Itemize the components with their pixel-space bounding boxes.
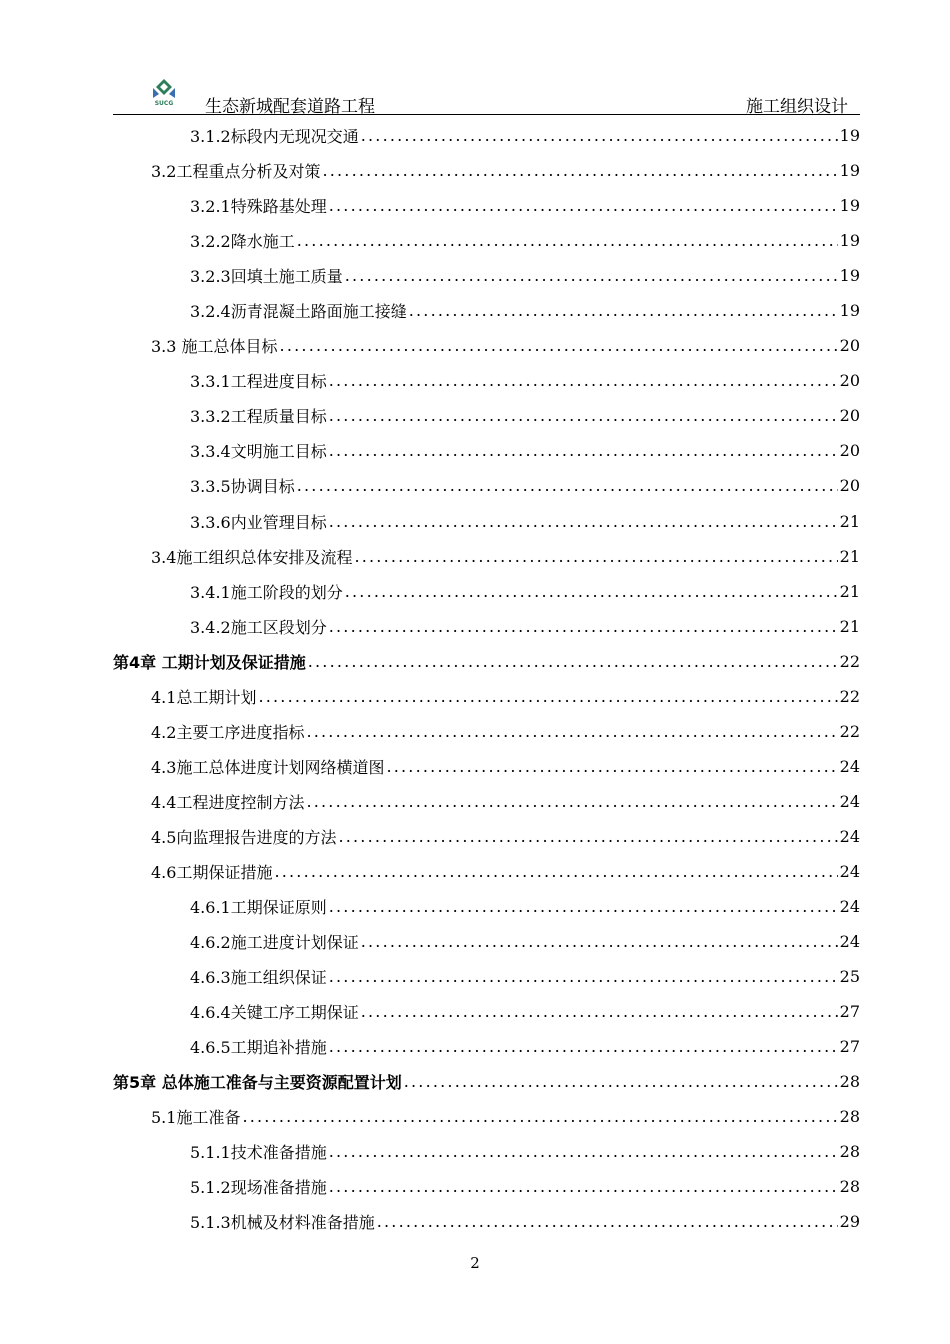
toc-page-number: 19 bbox=[839, 266, 860, 286]
toc-entry[interactable] bbox=[113, 1204, 860, 1239]
toc-entry[interactable] bbox=[113, 574, 860, 609]
toc-page-number: 24 bbox=[839, 791, 860, 811]
toc-entry[interactable] bbox=[113, 433, 860, 468]
toc-entry[interactable] bbox=[113, 1169, 860, 1204]
toc-dot-leader bbox=[304, 792, 837, 811]
toc-entry[interactable] bbox=[113, 784, 860, 819]
toc-entry-title: 4.6.3施工组织保证 bbox=[190, 968, 327, 988]
toc-entry[interactable] bbox=[113, 714, 860, 749]
toc-page-number: 25 bbox=[839, 967, 860, 987]
toc-entry-title: 3.2工程重点分析及对策 bbox=[151, 162, 321, 182]
toc-entry-title: 3.2.2降水施工 bbox=[190, 232, 295, 252]
toc-entry-title: 3.3.4文明施工目标 bbox=[190, 442, 327, 462]
toc-entry-title: 3.3 施工总体目标 bbox=[151, 337, 278, 357]
toc-entry-title: 4.5向监理报告进度的方法 bbox=[151, 827, 337, 847]
toc-entry-title: 3.4.2施工区段划分 bbox=[190, 617, 327, 637]
toc-entry-title: 5.1施工准备 bbox=[151, 1108, 241, 1128]
toc-entry-title: 3.1.2标段内无现况交通 bbox=[190, 127, 359, 147]
toc-entry[interactable] bbox=[113, 398, 860, 433]
toc-entry[interactable] bbox=[113, 223, 860, 258]
toc-entry[interactable] bbox=[113, 539, 860, 574]
toc-entry-title: 4.6工期保证措施 bbox=[151, 863, 273, 882]
toc-page-number: 19 bbox=[839, 126, 860, 146]
toc-page-number: 28 bbox=[839, 1107, 860, 1127]
toc-entry[interactable] bbox=[113, 1134, 860, 1169]
toc-page-number: 21 bbox=[839, 581, 860, 601]
toc-entry[interactable] bbox=[113, 889, 860, 924]
toc-entry-title: 4.6.1工期保证原则 bbox=[190, 898, 327, 918]
company-logo bbox=[149, 78, 179, 110]
toc-dot-leader bbox=[343, 582, 838, 601]
toc-dot-leader bbox=[359, 126, 838, 145]
toc-entry-title: 3.3.2工程质量目标 bbox=[190, 407, 327, 427]
toc-dot-leader bbox=[375, 1212, 838, 1231]
toc-entry[interactable] bbox=[113, 468, 860, 503]
toc-entry-title: 4.6.5工期追补措施 bbox=[190, 1038, 327, 1058]
toc-entry[interactable] bbox=[113, 854, 860, 889]
toc-page-number: 19 bbox=[839, 196, 860, 216]
toc-entry-title: 5.1.1技术准备措施 bbox=[190, 1143, 327, 1163]
toc-dot-leader bbox=[278, 336, 838, 355]
toc-dot-leader bbox=[327, 512, 838, 531]
toc-entry-title: 4.3施工总体进度计划网络横道图 bbox=[151, 757, 385, 777]
toc-entry[interactable] bbox=[113, 924, 860, 959]
toc-entry[interactable] bbox=[113, 363, 860, 398]
toc-dot-leader bbox=[359, 932, 838, 951]
toc-page-number: 28 bbox=[839, 1177, 860, 1197]
toc-entry-title: 4.1总工期计划 bbox=[151, 687, 257, 707]
toc-page-number: 19 bbox=[839, 231, 860, 251]
toc-entry[interactable] bbox=[113, 118, 860, 153]
page-header bbox=[113, 78, 860, 115]
toc-entry[interactable] bbox=[113, 328, 860, 363]
toc-page-number: 21 bbox=[839, 511, 860, 531]
toc-page-number: 19 bbox=[839, 161, 860, 181]
toc-entry-title: 3.2.3回填土施工质量 bbox=[190, 267, 343, 287]
toc-dot-leader bbox=[327, 1142, 838, 1161]
toc-dot-leader bbox=[327, 441, 838, 460]
toc-page-number: 21 bbox=[839, 616, 860, 636]
toc-entry-title: 5.1.3机械及材料准备措施 bbox=[190, 1213, 375, 1233]
toc-dot-leader bbox=[327, 617, 838, 636]
toc-dot-leader bbox=[256, 687, 837, 706]
toc-entry[interactable] bbox=[113, 749, 860, 784]
toc-dot-leader bbox=[327, 967, 838, 986]
toc-page-number: 24 bbox=[839, 756, 860, 776]
toc-entry-title: 3.2.4沥青混凝土路面施工接缝 bbox=[190, 302, 407, 322]
toc-page-number: 22 bbox=[839, 686, 860, 706]
toc-entry-title: 3.3.1工程进度目标 bbox=[190, 372, 327, 392]
toc-entry-title: 第4章 工期计划及保证措施 bbox=[113, 652, 306, 672]
toc-dot-leader bbox=[359, 1002, 838, 1021]
toc-dot-leader bbox=[240, 1107, 837, 1126]
toc-entry-title: 4.6.4关键工序工期保证 bbox=[190, 1003, 359, 1023]
toc-page-number: 19 bbox=[839, 301, 860, 321]
table-of-contents bbox=[113, 118, 860, 1240]
toc-page-number: 22 bbox=[839, 721, 860, 741]
toc-entry-title: 第5章 总体施工准备与主要资源配置计划 bbox=[113, 1073, 402, 1093]
toc-entry-title: 3.4.1施工阶段的划分 bbox=[190, 582, 343, 602]
toc-dot-leader bbox=[272, 862, 837, 881]
toc-dot-leader bbox=[295, 476, 838, 495]
toc-entry[interactable] bbox=[113, 1099, 860, 1134]
toc-page-number: 28 bbox=[839, 1142, 860, 1162]
toc-page-number: 20 bbox=[839, 336, 860, 356]
toc-dot-leader bbox=[320, 161, 837, 180]
toc-dot-leader bbox=[336, 827, 837, 846]
toc-entry[interactable] bbox=[113, 609, 860, 644]
toc-dot-leader bbox=[327, 196, 838, 215]
toc-entry[interactable] bbox=[113, 188, 860, 223]
toc-entry-title: 3.3.6内业管理目标 bbox=[190, 512, 327, 532]
toc-page-number: 28 bbox=[839, 1072, 860, 1092]
toc-entry-title: 4.6.2施工进度计划保证 bbox=[190, 933, 359, 953]
toc-chapter-entry[interactable] bbox=[113, 644, 860, 679]
toc-page-number: 20 bbox=[839, 371, 860, 391]
toc-dot-leader bbox=[384, 757, 837, 776]
toc-page-number: 20 bbox=[839, 406, 860, 426]
toc-entry[interactable] bbox=[113, 959, 860, 994]
toc-entry[interactable] bbox=[113, 153, 860, 188]
toc-page-number: 21 bbox=[839, 546, 860, 566]
page-number: 2 bbox=[470, 1254, 480, 1272]
logo-text: SUCG bbox=[154, 100, 174, 107]
toc-chapter-entry[interactable] bbox=[113, 1064, 860, 1099]
toc-entry-title: 3.4施工组织总体安排及流程 bbox=[151, 547, 353, 567]
toc-entry-title: 3.3.5协调目标 bbox=[190, 477, 295, 497]
toc-dot-leader bbox=[304, 722, 837, 741]
toc-dot-leader bbox=[327, 371, 838, 390]
toc-dot-leader bbox=[327, 897, 838, 916]
toc-dot-leader bbox=[327, 1177, 838, 1196]
toc-entry[interactable] bbox=[113, 994, 860, 1029]
toc-page-number: 27 bbox=[839, 1037, 860, 1057]
document-type: 施工组织设计 bbox=[746, 97, 848, 117]
toc-dot-leader bbox=[295, 231, 838, 250]
toc-dot-leader bbox=[306, 652, 838, 671]
toc-entry[interactable] bbox=[113, 504, 860, 539]
toc-entry[interactable] bbox=[113, 1029, 860, 1064]
logo-mark-icon bbox=[149, 78, 179, 100]
toc-entry-title: 4.4工程进度控制方法 bbox=[151, 792, 305, 812]
toc-entry[interactable] bbox=[113, 258, 860, 293]
toc-page-number: 27 bbox=[839, 1002, 860, 1022]
toc-dot-leader bbox=[343, 266, 838, 285]
toc-page-number: 24 bbox=[839, 862, 860, 881]
toc-entry-title: 3.2.1特殊路基处理 bbox=[190, 197, 327, 217]
toc-dot-leader bbox=[352, 547, 837, 566]
toc-entry[interactable] bbox=[113, 819, 860, 854]
toc-entry-title: 4.2主要工序进度指标 bbox=[151, 722, 305, 742]
toc-page-number: 22 bbox=[839, 651, 860, 671]
toc-entry[interactable] bbox=[113, 679, 860, 714]
toc-page-number: 20 bbox=[839, 476, 860, 496]
toc-dot-leader bbox=[327, 406, 838, 425]
toc-entry-title: 5.1.2现场准备措施 bbox=[190, 1178, 327, 1198]
project-title: 生态新城配套道路工程 bbox=[205, 97, 375, 117]
toc-page-number: 24 bbox=[839, 897, 860, 917]
toc-dot-leader bbox=[407, 301, 838, 320]
toc-page-number: 20 bbox=[839, 441, 860, 461]
toc-entry[interactable] bbox=[113, 293, 860, 328]
toc-page-number: 24 bbox=[839, 932, 860, 952]
toc-dot-leader bbox=[327, 1037, 838, 1056]
toc-dot-leader bbox=[402, 1072, 838, 1091]
toc-page-number: 24 bbox=[839, 826, 860, 846]
toc-page-number: 29 bbox=[839, 1212, 860, 1232]
